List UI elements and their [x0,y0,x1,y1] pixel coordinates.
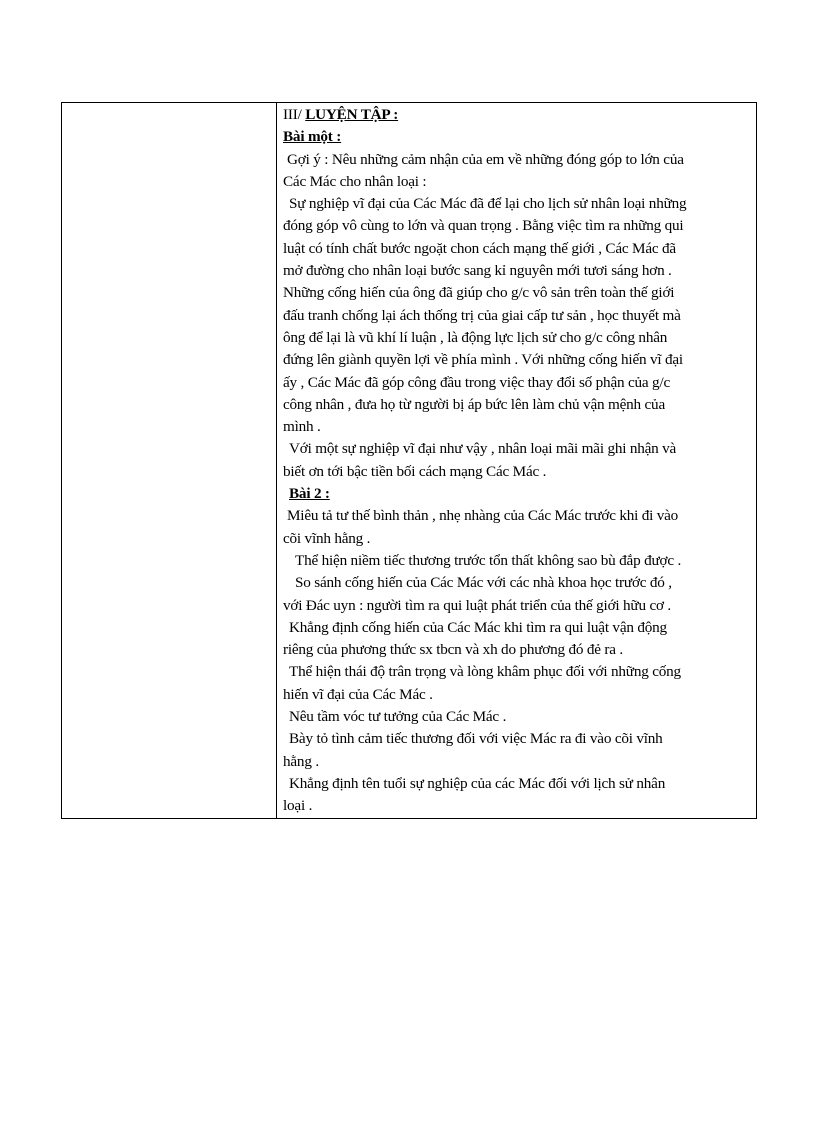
bai2-line: So sánh cống hiến của Các Mác với các nhà khoa học trước đó , [295,574,672,592]
bai1-line: đứng lên giành quyền lợi về phía mình . Với những cống hiến vĩ đại [283,351,683,369]
right-content-cell [277,103,757,819]
bai1-line: Các Mác cho nhân loại : [283,172,427,190]
bai2-line: cõi vĩnh hằng . [283,529,371,547]
bai1-line: luật có tính chất bước ngoặt chon cách mạng thế giới , Các Mác đã [283,239,676,257]
bai1-heading-text: Bài một : [283,128,342,146]
bai2-line: hiến vĩ đại của Các Mác . [283,685,433,703]
bai1-line: Những cống hiến của ông đã giúp cho g/c vô sản trên toàn thế giới [283,284,675,302]
bai2-heading [283,483,752,505]
section-title: LUYỆN TẬP : [305,106,399,123]
bai2-line: hằng . [283,752,319,770]
bai2-line: riêng của phương thức sx tbcn và xh do phương đó đẻ ra . [283,641,623,659]
bai1-line: mình . [283,418,321,436]
bai2-line: Bày tỏ tình cảm tiếc thương đối với việc Mác ra đi vào cõi vĩnh [289,730,663,748]
bai1-line: biết ơn tới bậc tiền bối cách mạng Các Mác . [283,462,547,480]
bai1-line: đóng góp vô cùng to lớn và quan trọng . Bằng việc tìm ra những qui [283,217,684,235]
bai2-line: với Đác uyn : người tìm ra qui luật phát triển của thế giới hữu cơ . [283,596,672,614]
bai1-line: Gợi ý : Nêu những cảm nhận của em về những đóng góp to lớn của [287,150,684,168]
bai2-line: Miêu tả tư thế bình thản , nhẹ nhàng của Các Mác trước khi đi vào [287,507,679,525]
bai1-line: Sự nghiệp vĩ đại của Các Mác đã để lại cho lịch sử nhân loại những [289,195,687,213]
bai2-line: loại . [283,797,313,815]
content-table [61,102,757,819]
bai1-line: mở đường cho nhân loại bước sang kỉ nguyên mới tươi sáng hơn . [283,262,672,280]
bai2-line: Thể hiện niềm tiếc thương trước tổn thất không sao bù đắp được . [295,551,682,569]
bai1-line: ông để lại là vũ khí lí luận , là động lực lịch sử cho g/c công nhân [283,328,668,346]
bai2-line: Khẳng định cống hiến của Các Mác khi tìm ra qui luật vận động [289,618,667,636]
bai2-heading-text: Bài 2 : [289,485,330,503]
bai1-line: ấy , Các Mác đã góp công đầu trong việc thay đổi số phận của g/c [283,373,671,391]
bai2-line: Khẳng định tên tuổi sự nghiệp của các Mác đối với lịch sử nhân [289,774,666,792]
bai1-heading [283,126,752,148]
table-row [62,103,757,819]
bai2-line: Thể hiện thái độ trân trọng và lòng khâm phục đối với những cống [289,663,681,681]
bai2-line: Nêu tầm vóc tư tưởng của Các Mác . [289,708,507,726]
left-empty-cell [62,103,277,819]
bai1-line: công nhân , đưa họ từ người bị áp bức lên làm chủ vận mệnh của [283,395,665,413]
section-prefix: III/ [283,106,306,123]
section-heading [283,104,752,126]
bai1-line: Với một sự nghiệp vĩ đại như vậy , nhân loại mãi mãi ghi nhận và [289,440,677,458]
bai1-line: đấu tranh chống lại ách thống trị của giai cấp tư sản , học thuyết mà [283,306,681,324]
